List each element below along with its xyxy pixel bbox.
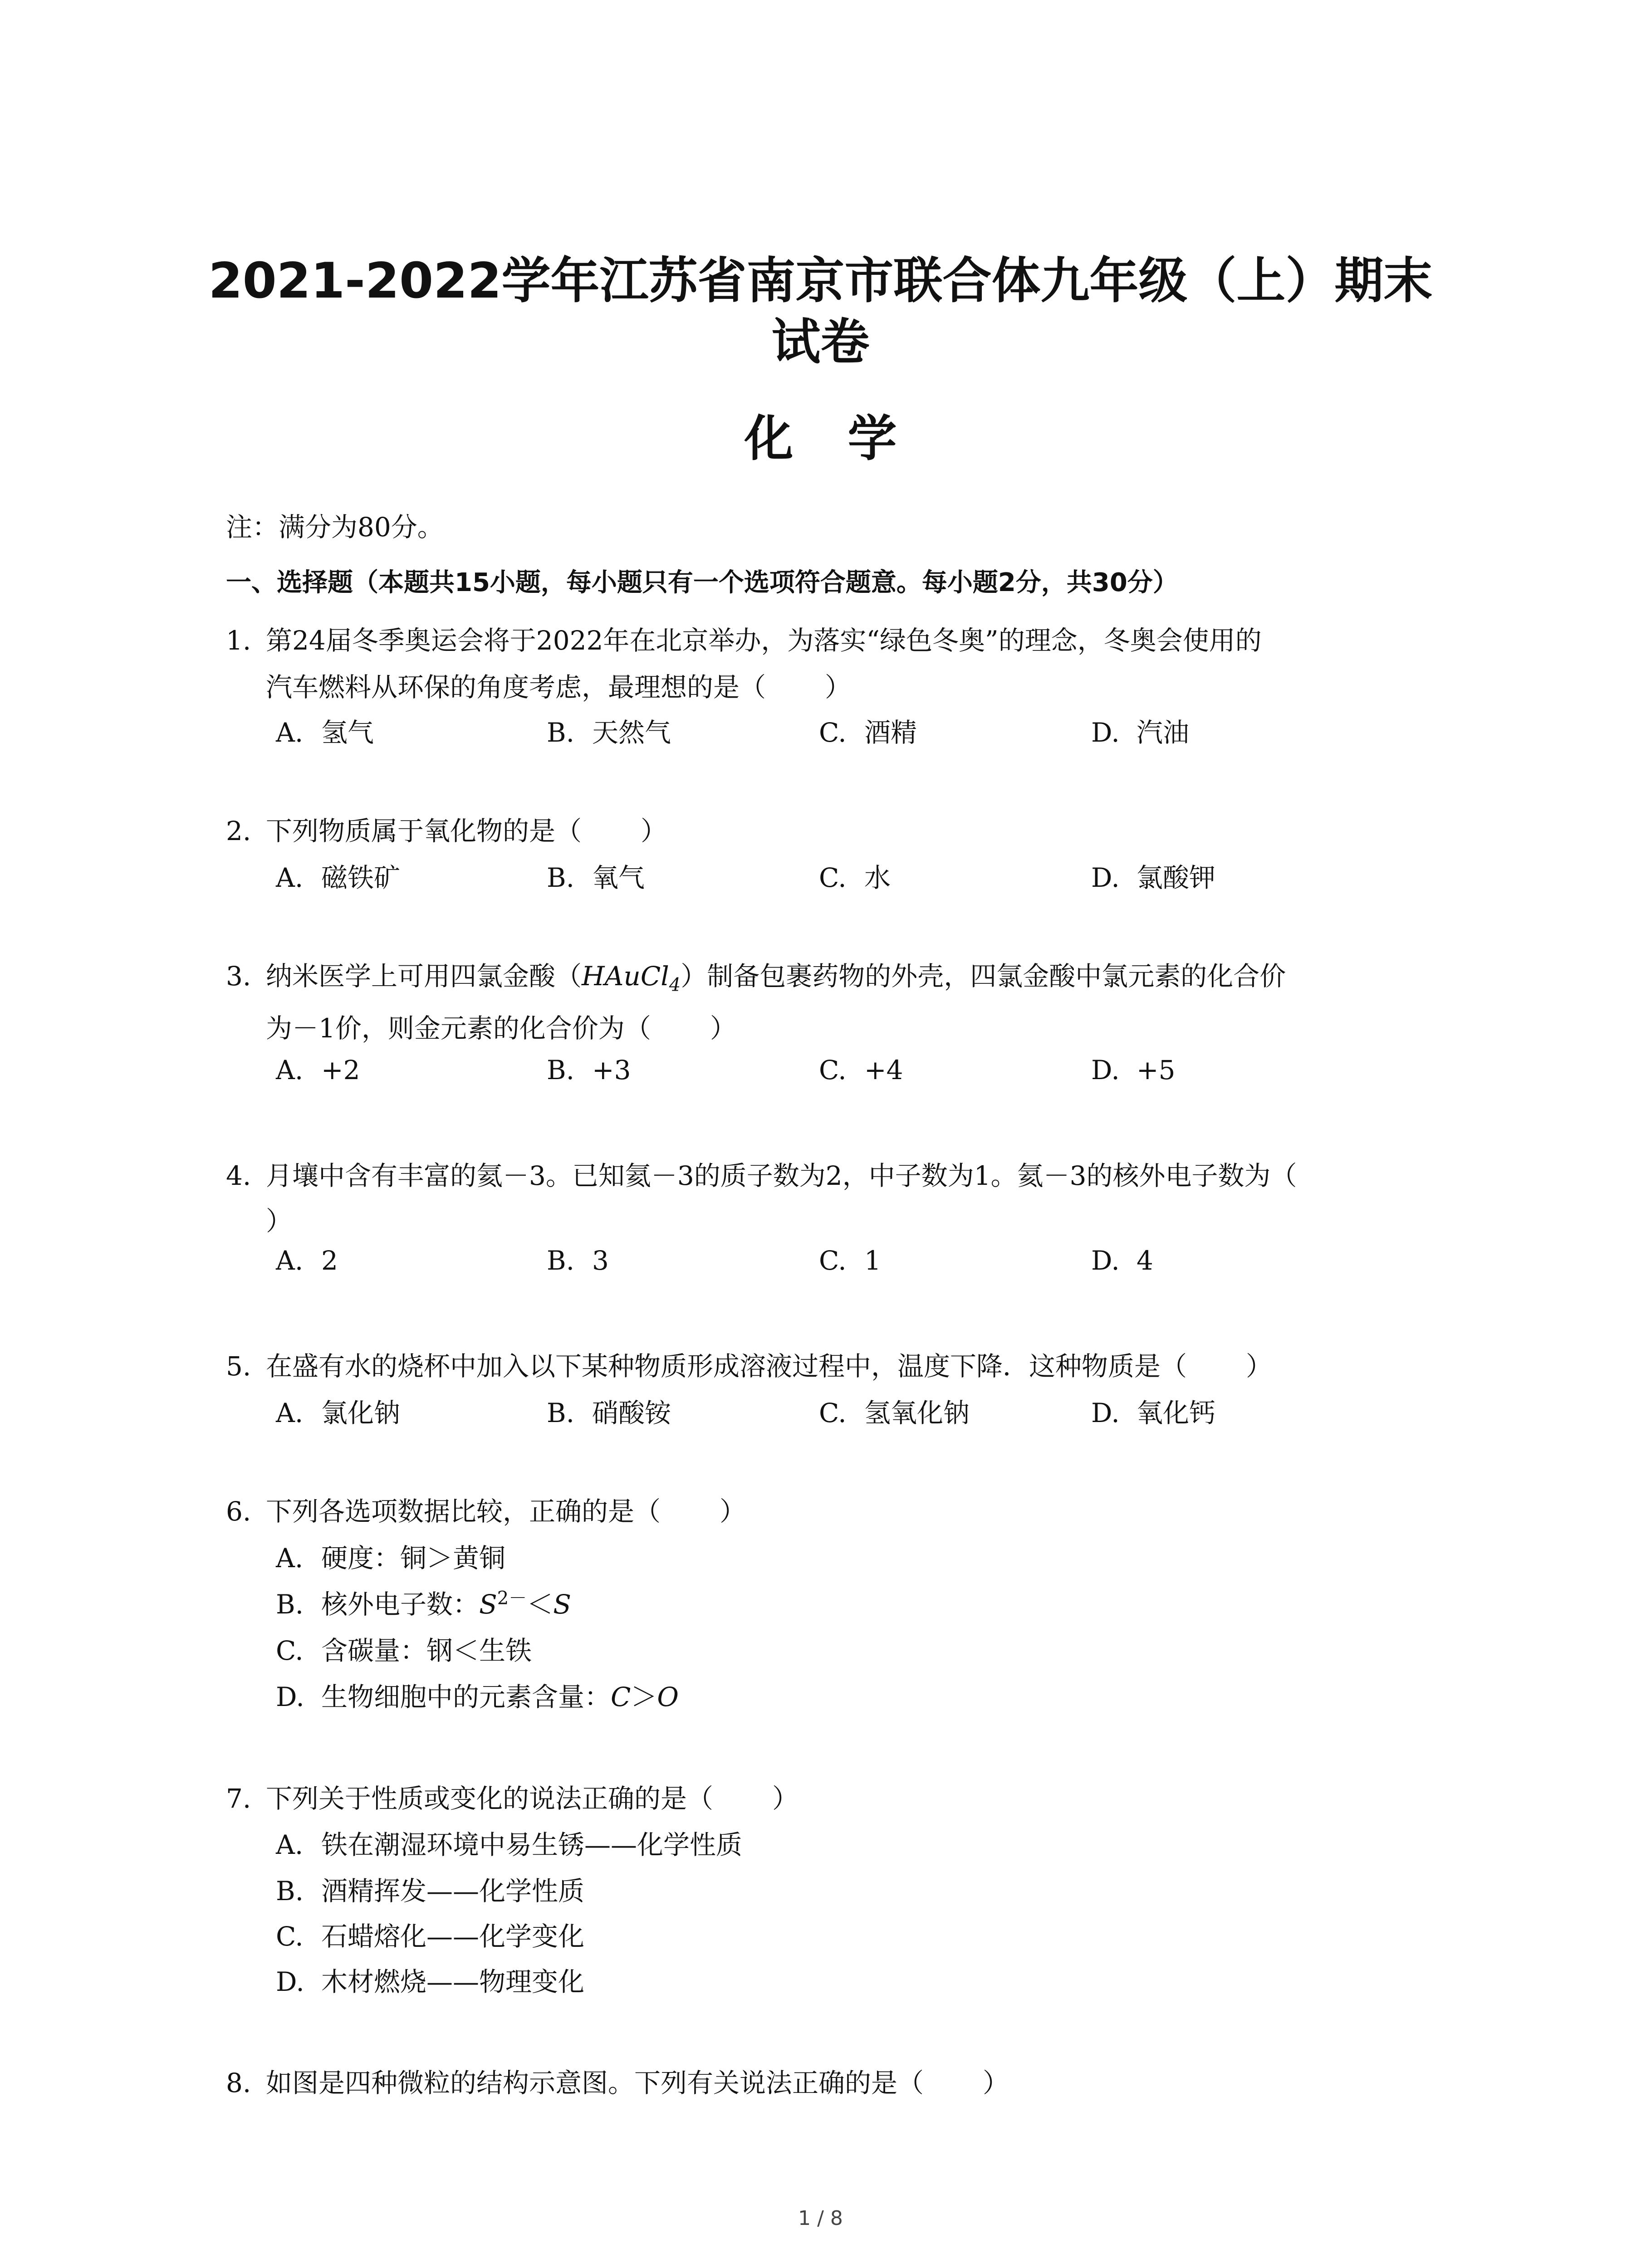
q6-option-b — [276, 1583, 571, 1621]
option-letter: D. — [1091, 1398, 1120, 1428]
sulfide-ion-symbol: S — [479, 1589, 497, 1620]
stem-paren-close: ） — [641, 816, 667, 846]
option-text: 4 — [1136, 1245, 1153, 1276]
question-1 — [226, 619, 1262, 657]
question-5 — [226, 1345, 1272, 1383]
question-3-stem-continued — [266, 1007, 736, 1045]
page-number: 1 / 8 — [798, 2207, 843, 2230]
carbon-symbol: C — [611, 1681, 631, 1712]
option-letter: B. — [547, 717, 575, 748]
q4-option-c — [819, 1245, 881, 1276]
q3-option-c — [819, 1055, 903, 1085]
q5-option-b — [547, 1392, 671, 1430]
option-letter: A. — [276, 862, 304, 893]
q1-option-a — [276, 711, 374, 749]
section-heading: 一、选择题（本题共15小题，每小题只有一个选项符合题意。每小题2分，共30分） — [226, 568, 1178, 597]
stem-paren-close: ） — [983, 2068, 1009, 2098]
q3-option-d — [1091, 1055, 1176, 1085]
option-letter: D. — [1091, 1245, 1120, 1276]
q7-option-c — [276, 1915, 584, 1953]
option-letter: C. — [819, 1398, 847, 1428]
option-letter: B. — [547, 1055, 575, 1085]
q6-option-c — [276, 1629, 532, 1667]
question-3 — [226, 955, 1286, 996]
q5-option-a — [276, 1392, 400, 1430]
option-text: 磁铁矿 — [321, 862, 401, 893]
question-stem: 如图是四种微粒的结构示意图。下列有关说法正确的是（ — [266, 2068, 924, 2098]
comparison-sign: ＜ — [527, 1589, 554, 1620]
oxygen-symbol: O — [657, 1681, 679, 1712]
question-number: 3. — [226, 961, 251, 992]
question-6 — [226, 1490, 746, 1528]
option-text: 生物细胞中的元素含量： — [321, 1681, 611, 1712]
q1-option-b — [547, 711, 671, 749]
option-text: 酒精 — [864, 717, 917, 748]
question-stem: 纳米医学上可用四氯金酸（ — [266, 961, 582, 992]
q2-option-c — [819, 856, 891, 894]
option-text: +4 — [864, 1055, 903, 1085]
question-stem: 下列物质属于氧化物的是（ — [266, 816, 582, 846]
question-number: 7. — [226, 1783, 251, 1814]
option-text: 水 — [864, 862, 891, 893]
question-8 — [226, 2062, 1009, 2100]
ion-charge-superscript: 2－ — [497, 1588, 527, 1609]
option-text: 硝酸铵 — [592, 1398, 671, 1428]
option-letter: D. — [276, 1966, 304, 1997]
option-letter: C. — [819, 717, 847, 748]
stem-paren-close: ） — [1246, 1351, 1273, 1382]
option-letter: B. — [547, 1245, 575, 1276]
option-letter: B. — [547, 862, 575, 893]
stem-paren-close: ） — [772, 1783, 799, 1814]
q6-option-d — [276, 1676, 679, 1714]
option-text: 硬度：铜＞黄铜 — [321, 1543, 506, 1574]
option-letter: B. — [276, 1589, 304, 1620]
option-text: 氯化钠 — [321, 1398, 401, 1428]
stem-text: 汽车燃料从环保的角度考虑，最理想的是（ — [266, 672, 766, 703]
question-stem: 月壤中含有丰富的氦－3。已知氦－3的质子数为2，中子数为1。氦－3的核外电子数为（ — [266, 1160, 1297, 1191]
option-letter: A. — [276, 1245, 304, 1276]
option-letter: D. — [1091, 717, 1120, 748]
option-letter: C. — [819, 1055, 847, 1085]
question-number: 5. — [226, 1351, 251, 1382]
question-number: 6. — [226, 1496, 251, 1527]
question-stem: 下列关于性质或变化的说法正确的是（ — [266, 1783, 714, 1814]
score-note: 注：满分为80分。 — [226, 512, 444, 543]
option-letter: D. — [1091, 862, 1120, 893]
option-text: 核外电子数： — [321, 1589, 480, 1620]
option-letter: D. — [276, 1681, 304, 1712]
option-text: +3 — [592, 1055, 631, 1085]
option-letter: A. — [276, 717, 304, 748]
q4-option-a — [276, 1245, 338, 1276]
q1-option-d — [1091, 711, 1189, 749]
option-text: 1 — [864, 1245, 881, 1276]
option-letter: A. — [276, 1055, 304, 1085]
option-letter: C. — [819, 1245, 847, 1276]
question-stem: 第24届冬季奥运会将于2022年在北京举办，为落实“绿色冬奥”的理念，冬奥会使用的 — [266, 625, 1262, 656]
q1-option-c — [819, 711, 917, 749]
q5-option-d — [1091, 1392, 1215, 1430]
q3-option-b — [547, 1055, 631, 1085]
exam-title: 2021-2022学年江苏省南京市联合体九年级（上）期末 — [208, 253, 1433, 309]
exam-title-continued: 试卷 — [771, 314, 870, 371]
q2-option-a — [276, 856, 400, 894]
option-text: +2 — [321, 1055, 360, 1085]
q7-option-a — [276, 1823, 742, 1862]
option-text: 含碳量：钢＜生铁 — [321, 1635, 532, 1666]
question-number: 8. — [226, 2068, 251, 2098]
option-letter: D. — [1091, 1055, 1120, 1085]
option-text: 氢氧化钠 — [864, 1398, 970, 1428]
subject-heading: 化学 — [744, 411, 951, 467]
option-letter: A. — [276, 1829, 304, 1860]
question-4-stem-continued: ） — [266, 1206, 293, 1237]
option-text: 氧化钙 — [1136, 1398, 1216, 1428]
q5-option-c — [819, 1392, 970, 1430]
option-letter: C. — [276, 1921, 304, 1952]
option-text: 3 — [592, 1245, 609, 1276]
option-text: +5 — [1136, 1055, 1176, 1085]
option-text: 木材燃烧——物理变化 — [321, 1966, 585, 1997]
question-stem: 下列各选项数据比较，正确的是（ — [266, 1496, 661, 1527]
option-text: 氧气 — [592, 862, 645, 893]
question-7 — [226, 1777, 798, 1815]
question-stem-continued: ）制备包裹药物的外壳，四氯金酸中氯元素的化合价 — [681, 961, 1286, 992]
sulfur-symbol: S — [553, 1589, 571, 1620]
question-number: 4. — [226, 1160, 251, 1191]
option-letter: B. — [547, 1398, 575, 1428]
question-stem: 在盛有水的烧杯中加入以下某种物质形成溶液过程中，温度下降．这种物质是（ — [266, 1351, 1187, 1382]
option-text: 酒精挥发——化学性质 — [321, 1876, 585, 1906]
option-text: 2 — [321, 1245, 338, 1276]
formula-subscript: 4 — [669, 974, 681, 996]
comparison-sign: ＞ — [631, 1681, 657, 1712]
chemical-formula: HAuCl — [582, 961, 669, 992]
option-letter: C. — [819, 862, 847, 893]
option-letter: B. — [276, 1876, 304, 1906]
q7-option-d — [276, 1960, 584, 1999]
option-text: 氯酸钾 — [1136, 862, 1216, 893]
option-letter: C. — [276, 1635, 304, 1666]
option-text: 铁在潮湿环境中易生锈——化学性质 — [321, 1829, 743, 1860]
stem-text: 为－1价，则金元素的化合价为（ — [266, 1013, 651, 1044]
option-text: 天然气 — [592, 717, 671, 748]
stem-paren-close: ） — [720, 1496, 746, 1527]
q6-option-a — [276, 1537, 505, 1575]
question-number: 1. — [226, 625, 251, 656]
question-2 — [226, 810, 667, 848]
stem-paren-close: ） — [825, 672, 852, 703]
question-number: 2. — [226, 816, 251, 846]
stem-paren-close: ） — [710, 1013, 736, 1044]
option-text: 汽油 — [1136, 717, 1190, 748]
option-text: 石蜡熔化——化学变化 — [321, 1921, 585, 1952]
q4-option-d — [1091, 1245, 1153, 1276]
question-1-stem-continued — [266, 666, 851, 704]
option-letter: A. — [276, 1543, 304, 1574]
q2-option-d — [1091, 856, 1215, 894]
option-text: 氢气 — [321, 717, 374, 748]
q2-option-b — [547, 856, 645, 894]
option-letter: A. — [276, 1398, 304, 1428]
q4-option-b — [547, 1245, 609, 1276]
q3-option-a — [276, 1055, 360, 1085]
q7-option-b — [276, 1870, 584, 1908]
question-4 — [226, 1154, 1297, 1193]
